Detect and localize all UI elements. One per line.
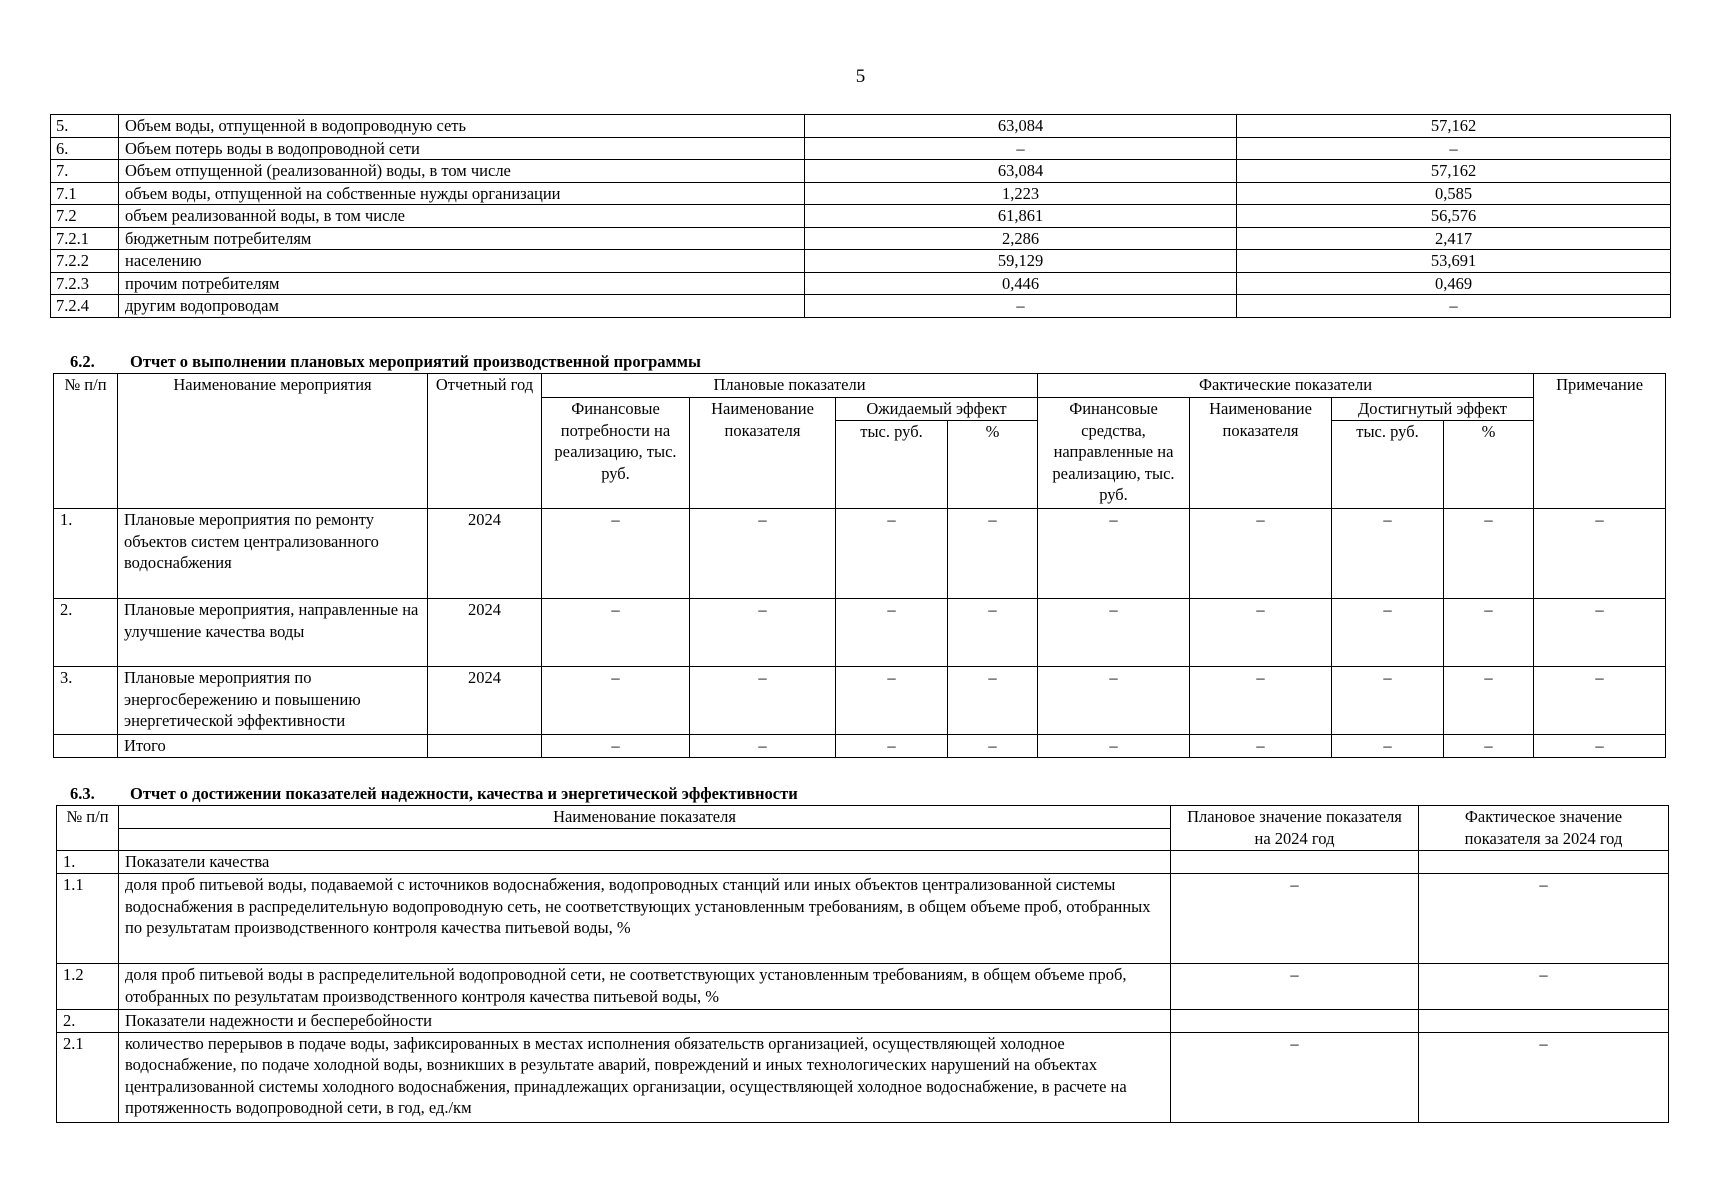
header-plan-fin: Финансовые потребности на реализацию, тыс. руб. [542, 398, 690, 509]
table-row [51, 137, 1671, 160]
total-row [54, 735, 1666, 758]
table-row [51, 272, 1671, 295]
plan-value: – [1171, 1032, 1419, 1122]
row-name: прочим потребителям [119, 272, 805, 295]
header-num: № п/п [57, 806, 119, 851]
cell-value: – [690, 735, 836, 758]
row-number: 7.2 [51, 205, 119, 228]
row-number: 2. [54, 599, 118, 667]
row-number: 2. [57, 1010, 119, 1033]
row-year: 2024 [428, 599, 542, 667]
header-planned: Плановые показатели [542, 374, 1038, 398]
header-thous-rub: тыс. руб. [1332, 421, 1444, 509]
cell-value: – [1444, 599, 1534, 667]
table-row [51, 250, 1671, 273]
plan-value: 63,084 [805, 115, 1237, 138]
cell-value: – [542, 667, 690, 735]
row-number: 5. [51, 115, 119, 138]
cell-value: – [1038, 667, 1190, 735]
row-number: 1. [54, 509, 118, 599]
fact-value: 2,417 [1237, 227, 1671, 250]
cell-value: – [542, 509, 690, 599]
header-plan-effect: Ожидаемый эффект [836, 398, 1038, 421]
cell-value: – [1534, 509, 1666, 599]
table-row [54, 667, 1666, 735]
row-number: 7.2.1 [51, 227, 119, 250]
row-name: Объем воды, отпущенной в водопроводную сеть [119, 115, 805, 138]
header-name: Наименование мероприятия [118, 374, 428, 509]
header-year: Отчетный год [428, 374, 542, 509]
header-row [54, 374, 1666, 398]
fact-value: 0,469 [1237, 272, 1671, 295]
cell-value: – [836, 735, 948, 758]
indicators-table [56, 805, 1669, 1123]
measures-report-table [53, 373, 1666, 758]
table-row [57, 1010, 1669, 1033]
row-year: 2024 [428, 509, 542, 599]
cell-value: – [1332, 667, 1444, 735]
cell-value: – [1190, 667, 1332, 735]
fact-value: 56,576 [1237, 205, 1671, 228]
cell-value: – [1190, 509, 1332, 599]
cell-value: – [690, 667, 836, 735]
row-number: 7.2.3 [51, 272, 119, 295]
cell-value: – [690, 509, 836, 599]
header-num: № п/п [54, 374, 118, 509]
row-name: объем воды, отпущенной на собственные нужды организации [119, 182, 805, 205]
cell-value: – [1332, 735, 1444, 758]
plan-value: 59,129 [805, 250, 1237, 273]
plan-value [1171, 1010, 1419, 1033]
cell-value: – [1534, 599, 1666, 667]
fact-value: – [1419, 874, 1669, 964]
table-row [57, 874, 1669, 964]
plan-value: 1,223 [805, 182, 1237, 205]
table-row [51, 182, 1671, 205]
table-row [54, 599, 1666, 667]
section-6-2-title [70, 352, 701, 372]
plan-value [1171, 851, 1419, 874]
fact-value: – [1419, 1032, 1669, 1122]
row-number: 7. [51, 160, 119, 183]
fact-value: 57,162 [1237, 160, 1671, 183]
cell-value: – [690, 599, 836, 667]
fact-value: 0,585 [1237, 182, 1671, 205]
header-spacer [119, 829, 1171, 851]
fact-value: – [1237, 295, 1671, 318]
header-percent: % [1444, 421, 1534, 509]
row-number: 7.1 [51, 182, 119, 205]
row-number: 1.2 [57, 964, 119, 1010]
row-name: Плановые мероприятия по ремонту объектов систем централизованного водоснабжения [118, 509, 428, 599]
plan-value: 63,084 [805, 160, 1237, 183]
row-name: Показатели качества [119, 851, 1171, 874]
section-title-text: Отчет о выполнении плановых мероприятий производственной программы [130, 352, 701, 371]
fact-value: 53,691 [1237, 250, 1671, 273]
cell-value: – [1534, 667, 1666, 735]
row-name: Плановые мероприятия по энергосбережению и повышению энергетической эффективности [118, 667, 428, 735]
row-number [54, 735, 118, 758]
table-row [51, 227, 1671, 250]
header-thous-rub: тыс. руб. [836, 421, 948, 509]
section-6-3-title [70, 784, 798, 804]
plan-value: – [805, 295, 1237, 318]
table-row [57, 851, 1669, 874]
table-row [51, 160, 1671, 183]
cell-value: – [1444, 509, 1534, 599]
row-number: 2.1 [57, 1032, 119, 1122]
fact-value: – [1237, 137, 1671, 160]
cell-value: – [948, 667, 1038, 735]
fact-value: 57,162 [1237, 115, 1671, 138]
row-name: доля проб питьевой воды в распределительной водопроводной сети, не соответствующих установленным требованиям, в общем объеме проб, отобранных по результатам производственного контроля качества питьевой воды, % [119, 964, 1171, 1010]
row-number: 7.2.4 [51, 295, 119, 318]
header-plan: Плановое значение показателя на 2024 год [1171, 806, 1419, 851]
cell-value: – [1038, 599, 1190, 667]
header-plan-indicator: Наименование показателя [690, 398, 836, 509]
row-name: количество перерывов в подаче воды, зафиксированных в местах исполнения обязательств организацией, осуществляющей холодное водоснабжение, по подаче холодной воды, возникших в результате аварий, повреждений и иных технологических нарушений на объектах централизованной системы холодного водоснабжения, принадлежащих организации, осуществляющей холодное водоснабжение, в расчете на протяженность водопроводной сети, в год, ед./км [119, 1032, 1171, 1122]
cell-value: – [1190, 599, 1332, 667]
row-name: другим водопроводам [119, 295, 805, 318]
row-number: 7.2.2 [51, 250, 119, 273]
plan-value: 2,286 [805, 227, 1237, 250]
table-row [51, 115, 1671, 138]
header-fact: Фактическое значение показателя за 2024 год [1419, 806, 1669, 851]
section-number: 6.3. [70, 784, 95, 803]
row-number: 3. [54, 667, 118, 735]
cell-value: – [948, 509, 1038, 599]
header-fact-fin: Финансовые средства, направленные на реализацию, тыс. руб. [1038, 398, 1190, 509]
header-actual: Фактические показатели [1038, 374, 1534, 398]
water-volume-table [50, 114, 1671, 318]
row-name: бюджетным потребителям [119, 227, 805, 250]
section-title-text: Отчет о достижении показателей надежности, качества и энергетической эффективности [130, 784, 798, 803]
row-number: 1.1 [57, 874, 119, 964]
fact-value [1419, 851, 1669, 874]
row-number: 6. [51, 137, 119, 160]
cell-value: – [836, 509, 948, 599]
cell-value: – [1038, 735, 1190, 758]
table-row [54, 509, 1666, 599]
table-row [57, 964, 1669, 1010]
table-row [51, 205, 1671, 228]
cell-value: – [1332, 599, 1444, 667]
cell-value: – [542, 735, 690, 758]
plan-value: 0,446 [805, 272, 1237, 295]
row-name: Плановые мероприятия, направленные на улучшение качества воды [118, 599, 428, 667]
row-year [428, 735, 542, 758]
row-name: доля проб питьевой воды, подаваемой с источников водоснабжения, водопроводных станций или иных объектов централизованной системы водоснабжения в распределительную водопроводную сеть, не соответствующих установленным требованиям, в общем объеме проб, отобранных по результатам производственного контроля качества питьевой воды, % [119, 874, 1171, 964]
row-name: Объем потерь воды в водопроводной сети [119, 137, 805, 160]
cell-value: – [836, 599, 948, 667]
cell-value: – [1190, 735, 1332, 758]
cell-value: – [1534, 735, 1666, 758]
cell-value: – [542, 599, 690, 667]
plan-value: – [1171, 874, 1419, 964]
header-fact-indicator: Наименование показателя [1190, 398, 1332, 509]
header-fact-effect: Достигнутый эффект [1332, 398, 1534, 421]
total-label: Итого [118, 735, 428, 758]
cell-value: – [836, 667, 948, 735]
cell-value: – [1444, 735, 1534, 758]
header-row [57, 806, 1669, 829]
plan-value: 61,861 [805, 205, 1237, 228]
row-name: Показатели надежности и бесперебойности [119, 1010, 1171, 1033]
page-number: 5 [855, 66, 866, 87]
section-number: 6.2. [70, 352, 95, 371]
plan-value: – [1171, 964, 1419, 1010]
row-number: 1. [57, 851, 119, 874]
fact-value [1419, 1010, 1669, 1033]
cell-value: – [948, 735, 1038, 758]
header-percent: % [948, 421, 1038, 509]
row-name: населению [119, 250, 805, 273]
cell-value: – [1332, 509, 1444, 599]
header-note: Примечание [1534, 374, 1666, 509]
row-year: 2024 [428, 667, 542, 735]
fact-value: – [1419, 964, 1669, 1010]
row-name: объем реализованной воды, в том числе [119, 205, 805, 228]
cell-value: – [1444, 667, 1534, 735]
plan-value: – [805, 137, 1237, 160]
row-name: Объем отпущенной (реализованной) воды, в том числе [119, 160, 805, 183]
table-row [57, 1032, 1669, 1122]
cell-value: – [948, 599, 1038, 667]
table-row [51, 295, 1671, 318]
cell-value: – [1038, 509, 1190, 599]
header-name: Наименование показателя [119, 806, 1171, 829]
